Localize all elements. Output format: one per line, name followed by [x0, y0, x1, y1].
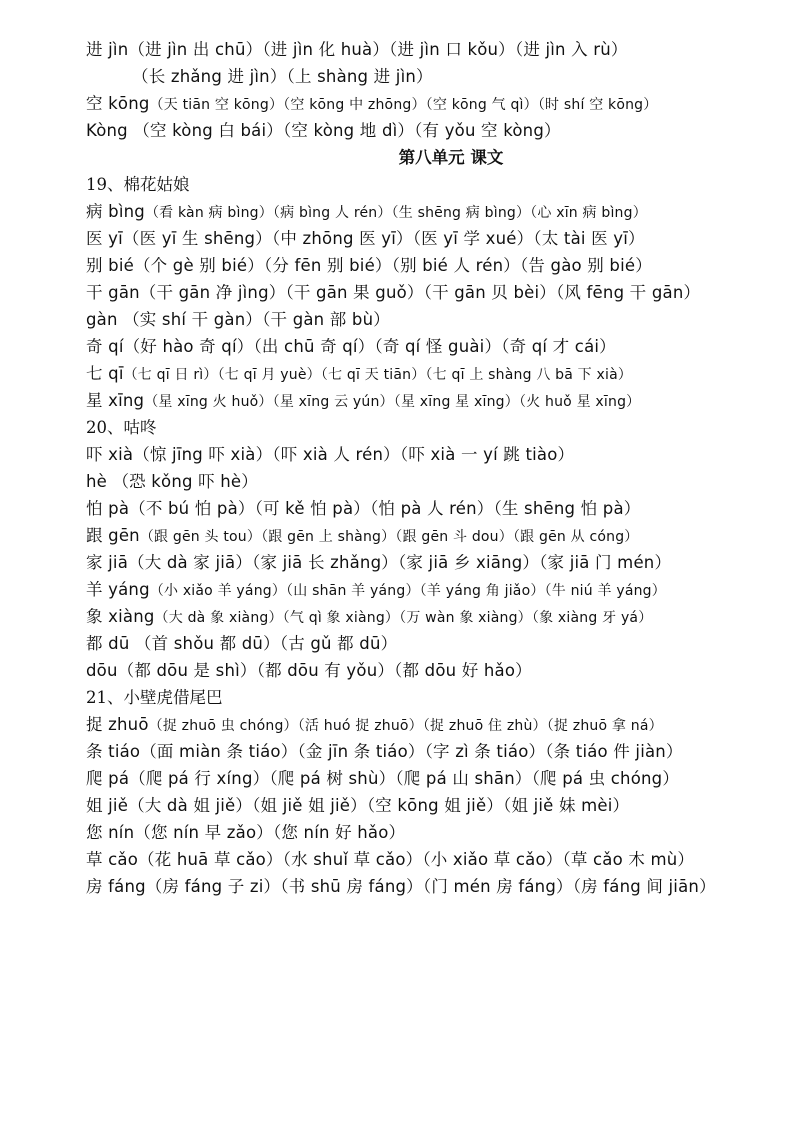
text-line — [86, 603, 776, 630]
word-list: （天 tiān 空 kōng）（空 kōng 中 zhōng）（空 kōng 气 qì）（时 shí 空 kōng） — [149, 97, 658, 113]
text-line: 条 tiáo（面 miàn 条 tiáo）（金 jīn 条 tiáo）（字 zì 条 tiáo）（条 tiáo 件 jiàn） — [86, 742, 683, 761]
unit-title: 第八单元 课文 — [398, 148, 504, 167]
text-line: 医 yī（医 yī 生 shēng）（中 zhōng 医 yī）（医 yī 学 xué）（太 tài 医 yī） — [86, 229, 645, 248]
headword: 羊 yáng — [86, 580, 150, 599]
text-line: 都 dū （首 shǒu 都 dū）（古 gǔ 都 dū） — [86, 634, 398, 653]
headword: 病 bìng — [86, 202, 145, 221]
text-line — [86, 711, 776, 738]
text-line: 房 fáng（房 fáng 子 zi）（书 shū 房 fáng）（门 mén 房 fáng）（房 fáng 间 jiān） — [86, 877, 716, 896]
text-line: 姐 jiě（大 dà 姐 jiě）（姐 jiě 姐 jiě）（空 kōng 姐 jiě）（姐 jiě 妹 mèi） — [86, 796, 630, 815]
headword: 空 kōng — [86, 94, 150, 113]
text-line — [86, 360, 776, 387]
text-line — [86, 576, 776, 603]
text-line: 您 nín（您 nín 早 zǎo）（您 nín 好 hǎo） — [86, 823, 406, 842]
text-line: hè （恐 kǒng 吓 hè） — [86, 472, 258, 491]
lesson-title: 20、咕咚 — [86, 418, 157, 437]
text-line: 别 bié（个 gè 别 bié）（分 fēn 别 bié）（别 bié 人 rén）（告 gào 别 bié） — [86, 256, 652, 275]
headword: 跟 gēn — [86, 526, 140, 545]
text-line: Kòng （空 kòng 白 bái）（空 kòng 地 dì）（有 yǒu 空 kòng） — [86, 121, 561, 140]
text-line: 吓 xià（惊 jīng 吓 xià）（吓 xià 人 rén）（吓 xià 一 yí 跳 tiào） — [86, 445, 575, 464]
headword: 七 qī — [86, 364, 124, 383]
word-list: （捉 zhuō 虫 chóng）（活 huó 捉 zhuō）（捉 zhuō 住 zhù）（捉 zhuō 拿 ná） — [148, 718, 663, 734]
headword: 星 xīng — [86, 391, 145, 410]
word-list: （跟 gēn 头 tou）（跟 gēn 上 shàng）（跟 gēn 斗 dou）（跟 gēn 从 cóng） — [139, 529, 639, 545]
word-list: （看 kàn 病 bìng）（病 bìng 人 rén）（生 shēng 病 bìng）（心 xīn 病 bìng） — [144, 205, 647, 221]
text-line — [86, 387, 776, 414]
document-page — [86, 36, 776, 900]
headword: 象 xiàng — [86, 607, 155, 626]
text-line: 家 jiā（大 dà 家 jiā）（家 jiā 长 zhǎng）（家 jiā 乡 xiāng）（家 jiā 门 mén） — [86, 553, 672, 572]
text-line — [86, 90, 776, 117]
text-line: 怕 pà（不 bú 怕 pà）（可 kě 怕 pà）（怕 pà 人 rén）（生 shēng 怕 pà） — [86, 499, 641, 518]
text-line: 奇 qí（好 hào 奇 qí）（出 chū 奇 qí）（奇 qí 怪 guài）（奇 qí 才 cái） — [86, 337, 616, 356]
text-line — [86, 198, 776, 225]
text-line: gàn （实 shí 干 gàn）（干 gàn 部 bù） — [86, 310, 390, 329]
lesson-title: 21、小壁虎借尾巴 — [86, 688, 223, 707]
word-list: （星 xīng 火 huǒ）（星 xīng 云 yún）（星 xīng 星 xīng）（火 huǒ 星 xīng） — [144, 394, 641, 410]
text-line: dōu（都 dōu 是 shì）（都 dōu 有 yǒu）（都 dōu 好 hǎo） — [86, 661, 532, 680]
text-line: 草 cǎo（花 huā 草 cǎo）（水 shuǐ 草 cǎo）（小 xiǎo 草 cǎo）（草 cǎo 木 mù） — [86, 850, 695, 869]
word-list: （七 qī 日 rì）（七 qī 月 yuè）（七 qī 天 tiān）（七 qī 上 shàng 八 bā 下 xià） — [123, 367, 633, 383]
word-list: （大 dà 象 xiàng）（气 qì 象 xiàng）（万 wàn 象 xiàng）（象 xiàng 牙 yá） — [154, 610, 653, 626]
headword: 捉 zhuō — [86, 715, 149, 734]
text-line: 干 gān（干 gān 净 jìng）（干 gān 果 guǒ）（干 gān 贝 bèi）（风 fēng 干 gān） — [86, 283, 701, 302]
text-line: 进 jìn（进 jìn 出 chū）（进 jìn 化 huà）（进 jìn 口 kǒu）（进 jìn 入 rù） — [86, 40, 628, 59]
text-line — [86, 522, 776, 549]
text-line: 爬 pá（爬 pá 行 xíng）（爬 pá 树 shù）（爬 pá 山 shān）（爬 pá 虫 chóng） — [86, 769, 680, 788]
text-line: （长 zhǎng 进 jìn）（上 shàng 进 jìn） — [132, 67, 433, 86]
lesson-title: 19、棉花姑娘 — [86, 175, 190, 194]
word-list: （小 xiǎo 羊 yáng）（山 shān 羊 yáng）（羊 yáng 角 jiǎo）（牛 niú 羊 yáng） — [149, 583, 666, 599]
